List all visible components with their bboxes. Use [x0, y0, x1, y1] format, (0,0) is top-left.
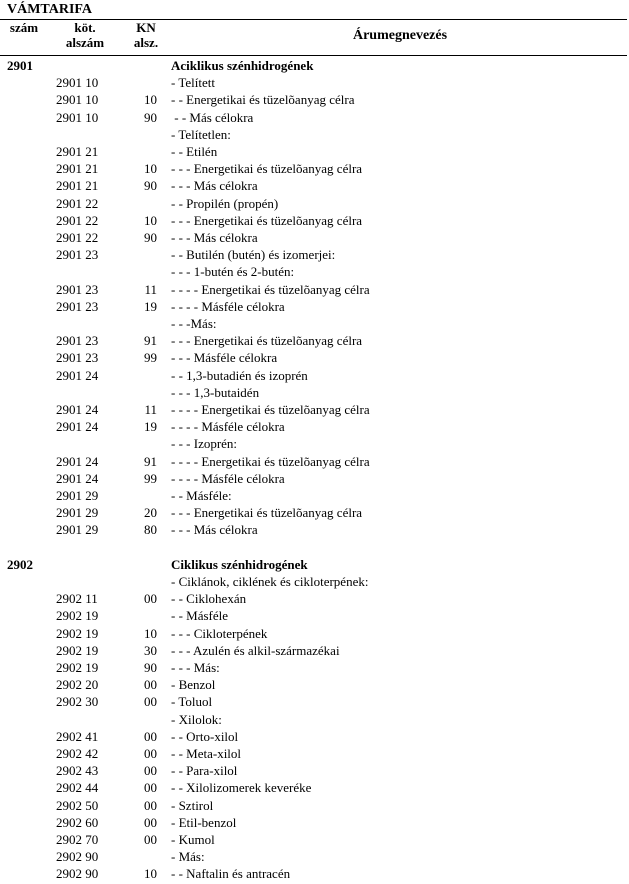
kn-subcode: 80: [144, 522, 157, 538]
subheading-code: 2901 24: [56, 470, 99, 486]
item-description: - Telítetlen:: [171, 126, 231, 142]
item-description: - - - Cikloterpének: [171, 625, 268, 641]
subheading-code: 2902 90: [56, 866, 99, 882]
subheading-code: 2901 23: [56, 298, 99, 314]
table-row: [0, 435, 629, 452]
table-row: [0, 590, 629, 607]
kn-subcode: 00: [144, 814, 157, 830]
item-description: - - 1,3-butadién és izoprén: [171, 367, 308, 383]
table-row: [0, 281, 629, 298]
table-row: [0, 521, 629, 538]
subheading-code: 2901 22: [56, 195, 99, 211]
item-description: - - - - Másféle célokra: [171, 419, 285, 435]
kn-subcode: 00: [144, 797, 157, 813]
item-description: - - - Izoprén:: [171, 436, 238, 452]
subheading-code: 2901 21: [56, 161, 99, 177]
table-row: [0, 693, 629, 710]
item-description: - - - Más célokra: [171, 178, 258, 194]
table-row: [0, 831, 629, 848]
table-row: [0, 779, 629, 796]
item-description: - Ciklánok, ciklének és cikloterpének:: [171, 574, 369, 589]
subheading-code: 2901 22: [56, 230, 99, 245]
item-description: - Telített: [171, 75, 215, 91]
col-header-kot-line1: köt.: [74, 20, 96, 35]
table-row: [0, 109, 629, 126]
kn-subcode: 19: [144, 298, 157, 314]
table-row: [0, 384, 629, 401]
table-row: [0, 762, 629, 779]
kn-subcode: 30: [144, 642, 157, 658]
heading-number: 2901: [7, 58, 33, 73]
kn-subcode: 11: [144, 281, 157, 297]
item-description: - - - - Energetikai és tüzelõanyag célra: [171, 402, 370, 417]
item-description: - - - Azulén és alkil-származékai: [171, 642, 340, 658]
table-row: [0, 487, 629, 504]
table-row: [0, 676, 629, 693]
item-description: - Toluol: [171, 694, 213, 710]
subheading-code: 2901 29: [56, 522, 99, 538]
table-row: [0, 177, 629, 194]
item-description: - - -Más:: [171, 316, 217, 331]
item-description: - - - Energetikai és tüzelõanyag célra: [171, 161, 363, 177]
table-row: [0, 745, 629, 762]
item-description: - - Meta-xilol: [171, 746, 242, 761]
item-description: - - Para-xilol: [171, 763, 238, 779]
subheading-code: 2901 10: [56, 75, 99, 91]
table-row: [0, 711, 629, 728]
item-description: - Kumol: [171, 832, 215, 847]
kn-subcode: 90: [144, 178, 157, 194]
subheading-code: 2901 24: [56, 402, 99, 417]
kn-subcode: 00: [144, 832, 157, 847]
subheading-code: 2901 21: [56, 144, 99, 159]
table-row: [0, 349, 629, 366]
kn-subcode: 00: [144, 763, 157, 779]
table-row: [0, 659, 629, 676]
kn-subcode: 99: [144, 350, 157, 366]
subheading-code: 2901 23: [56, 281, 99, 297]
table-row: [0, 418, 629, 435]
item-description: - - Xilolizomerek keveréke: [171, 780, 312, 796]
kn-subcode: 10: [144, 625, 157, 641]
heading-description: Ciklikus szénhidrogének: [171, 556, 308, 572]
item-description: - - - Energetikai és tüzelõanyag célra: [171, 212, 363, 228]
col-header-kn: [128, 20, 164, 50]
subheading-code: 2901 10: [56, 109, 99, 125]
item-description: - Xilolok:: [171, 711, 222, 727]
kn-subcode: 00: [144, 746, 157, 761]
subheading-code: 2901 23: [56, 247, 99, 263]
subheading-code: 2902 50: [56, 797, 99, 813]
table-row: [0, 246, 629, 263]
kn-subcode: 19: [144, 419, 157, 435]
subheading-code: 2901 29: [56, 505, 99, 521]
subheading-code: 2902 19: [56, 660, 99, 675]
kn-subcode: 90: [144, 230, 157, 245]
subheading-code: 2901 21: [56, 178, 99, 194]
subheading-code: 2902 42: [56, 746, 99, 761]
item-description: - - Propilén (propén): [171, 195, 279, 211]
subheading-code: 2902 11: [56, 591, 98, 607]
table-row: [0, 453, 629, 470]
table-row: [0, 298, 629, 315]
item-description: - - - - Másféle célokra: [171, 298, 285, 314]
heading-number: 2902: [7, 556, 33, 572]
col-header-description: Árumegnevezés: [352, 28, 448, 43]
item-description: - - - Energetikai és tüzelõanyag célra: [171, 333, 363, 349]
kn-subcode: 10: [144, 866, 157, 882]
subheading-code: 2901 29: [56, 488, 99, 503]
table-row: [0, 607, 629, 624]
item-description: - Benzol: [171, 677, 216, 693]
table-row: [0, 91, 629, 108]
item-description: - - Másféle: [171, 608, 229, 624]
subheading-code: 2901 22: [56, 212, 99, 228]
kn-subcode: 00: [144, 780, 157, 796]
item-description: - - Más célokra: [171, 109, 254, 125]
subheading-code: 2901 23: [56, 350, 99, 366]
table-row: [0, 367, 629, 384]
item-description: - - Energetikai és tüzelõanyag célra: [171, 92, 355, 108]
item-description: - - Naftalin és antracén: [171, 866, 291, 882]
item-description: - - - 1,3-butaidén: [171, 384, 260, 400]
kn-subcode: 00: [144, 694, 157, 710]
table-row: [0, 57, 629, 74]
kn-subcode: 00: [144, 728, 157, 744]
subheading-code: 2902 19: [56, 625, 99, 641]
item-description: - - Butilén (butén) és izomerjei:: [171, 247, 336, 263]
kn-subcode: 99: [144, 470, 157, 486]
table-row: [0, 625, 629, 642]
item-description: - - - 1-butén és 2-butén:: [171, 264, 295, 280]
item-description: - Sztirol: [171, 797, 214, 813]
table-row: [0, 74, 629, 91]
subheading-code: 2902 43: [56, 763, 99, 779]
subheading-code: 2902 19: [56, 608, 99, 624]
subheading-code: 2902 70: [56, 832, 99, 847]
table-row: [0, 573, 629, 590]
table-row: [0, 556, 629, 573]
item-description: - - - Más célokra: [171, 522, 258, 538]
subheading-code: 2902 19: [56, 642, 99, 658]
kn-subcode: 91: [144, 453, 157, 469]
table-row: [0, 160, 629, 177]
item-description: - - - Másféle célokra: [171, 350, 278, 366]
kn-subcode: 10: [144, 161, 157, 177]
table-row: [0, 332, 629, 349]
table-row: [0, 797, 629, 814]
subheading-code: 2901 24: [56, 419, 99, 435]
col-header-kn-line1: KN: [136, 20, 156, 35]
subheading-code: 2901 24: [56, 367, 99, 383]
header-bottom-rule: [0, 55, 627, 56]
kn-subcode: 00: [144, 677, 157, 693]
table-row: [0, 642, 629, 659]
item-description: - - - Más:: [171, 660, 220, 675]
kn-subcode: 90: [144, 660, 157, 675]
subheading-code: 2902 44: [56, 780, 99, 796]
subheading-code: 2902 90: [56, 849, 99, 865]
item-description: - - - - Energetikai és tüzelõanyag célra: [171, 281, 370, 297]
kn-subcode: 10: [144, 92, 157, 108]
table-row: [0, 470, 629, 487]
kn-subcode: 90: [144, 109, 157, 125]
item-description: - Más:: [171, 849, 205, 865]
subheading-code: 2902 41: [56, 728, 99, 744]
item-description: - - Etilén: [171, 144, 218, 159]
item-description: - Etil-benzol: [171, 814, 237, 830]
table-row: [0, 263, 629, 280]
kn-subcode: 91: [144, 333, 157, 349]
table-row: [0, 865, 629, 882]
table-row: [0, 229, 629, 246]
item-description: - - Másféle:: [171, 488, 232, 503]
kn-subcode: 00: [144, 591, 157, 607]
item-description: - - - Más célokra: [171, 230, 258, 245]
subheading-code: 2902 60: [56, 814, 99, 830]
subheading-code: 2902 30: [56, 694, 99, 710]
table-row: [0, 814, 629, 831]
table-row: [0, 195, 629, 212]
table-row: [0, 504, 629, 521]
table-row: [0, 126, 629, 143]
item-description: - - Orto-xilol: [171, 728, 239, 744]
table-row: [0, 848, 629, 865]
subheading-code: 2901 10: [56, 92, 99, 108]
heading-description: Aciklikus szénhidrogének: [171, 58, 314, 73]
subheading-code: 2902 20: [56, 677, 99, 693]
kn-subcode: 10: [144, 212, 157, 228]
item-description: - - Ciklohexán: [171, 591, 247, 607]
item-description: - - - - Energetikai és tüzelõanyag célra: [171, 453, 370, 469]
kn-subcode: 11: [144, 402, 157, 417]
subheading-code: 2901 23: [56, 333, 99, 349]
kn-subcode: 20: [144, 505, 157, 521]
item-description: - - - - Másféle célokra: [171, 470, 285, 486]
table-row: [0, 315, 629, 332]
col-header-kot: [55, 20, 115, 50]
table-row: [0, 143, 629, 160]
table-row: [0, 728, 629, 745]
document-title: VÁMTARIFA: [7, 2, 93, 17]
col-header-kot-line2: alszám: [65, 35, 105, 50]
item-description: - - - Energetikai és tüzelõanyag célra: [171, 505, 363, 521]
col-header-kn-line2: alsz.: [133, 35, 159, 50]
col-header-szam: szám: [9, 20, 39, 35]
table-row: [0, 212, 629, 229]
table-row: [0, 401, 629, 418]
subheading-code: 2901 24: [56, 453, 99, 469]
